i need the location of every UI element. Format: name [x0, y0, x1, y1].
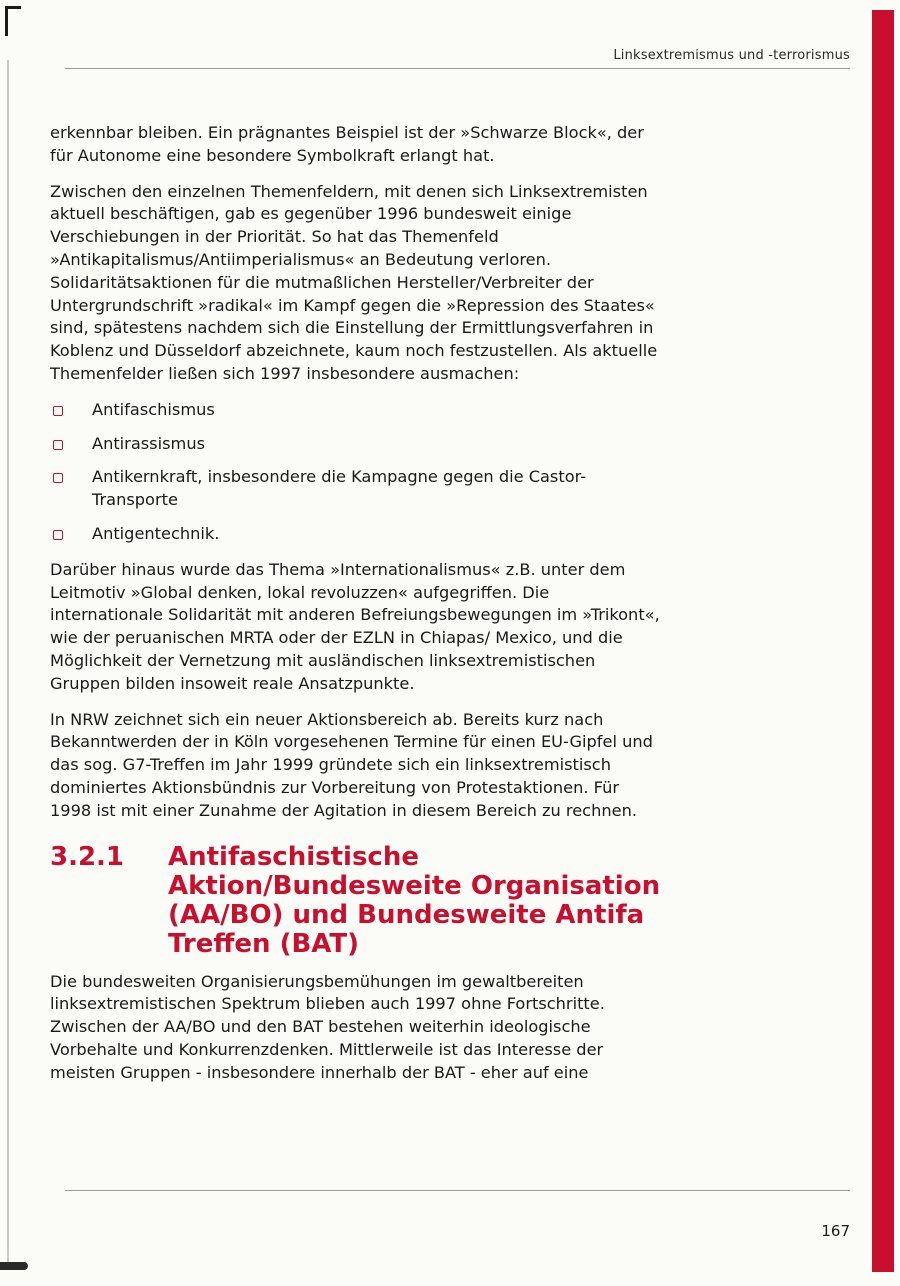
paragraph-1: erkennbar bleiben. Ein prägnantes Beispiel ist der »Schwarze Block«, der für Autonome eine besondere Symbolkraft erlangt hat.	[50, 123, 644, 165]
section-number: 3.2.1	[50, 841, 125, 872]
footer-rule	[65, 1190, 850, 1191]
list-item	[50, 466, 662, 512]
section-heading	[50, 843, 662, 959]
paragraph-4: In NRW zeichnet sich ein neuer Aktionsbereich ab. Bereits kurz nach Bekanntwerden der in Köln vorgesehenen Termine für einen EU-Gipfel und das sog. G7-Treffen im Jahr 1999 gründete sich ein linksextremistisch dominiertes Aktionsbündnis zur Vorbereitung von Protestaktionen. Für 1998 ist mit einer Zunahme der Agitation in diesem Bereich zu rechnen.	[50, 709, 653, 820]
page-body	[50, 122, 662, 1098]
header-rule	[65, 68, 850, 69]
paragraph-5: Die bundesweiten Organisierungsbemühungen im gewaltbereiten linksextremistischen Spektrum blieben auch 1997 ohne Fortschritte. Zwischen der AA/BO und den BAT bestehen weiterhin ideologische Vorbehalte und Konkurrenzdenken. Mittlerweile ist das Interesse der meisten Gruppen - insbesondere innerhalb der BAT - eher auf eine	[50, 971, 605, 1082]
section-title: Antifaschistische Aktion/Bundesweite Organisation (AA/BO) und Bundesweite Antifa Treffen (BAT)	[168, 841, 661, 959]
list-item-text: Antikernkraft, insbesondere die Kampagne gegen die Castor-Transporte	[92, 467, 587, 510]
paragraph-2: Zwischen den einzelnen Themenfeldern, mit denen sich Linksextremisten aktuell beschäftigen, gab es gegenüber 1996 bundesweit einige Verschiebungen in der Priorität. So hat das Themenfeld »Antikapitalismus/Antiimperialismus« an Bedeutung verloren. Solidaritätsaktionen für die mutmaßlichen Hersteller/Verbreiter der Untergrundschrift »radikal« im Kampf gegen die »Repression des Staates« sind, spätestens nachdem sich die Einstellung der Ermittlungsverfahren in Koblenz und Düsseldorf abzeichnete, kaum noch festzustellen. Als aktuelle Themenfelder ließen sich 1997 insbesondere ausmachen:	[50, 181, 658, 383]
list-item	[50, 433, 662, 456]
list-item	[50, 399, 662, 422]
list-item-text: Antigentechnik.	[92, 523, 220, 543]
checkbox-bullet-icon	[53, 473, 63, 483]
crop-mark-vertical	[5, 6, 8, 36]
list-item-text: Antirassismus	[92, 433, 206, 453]
checkbox-bullet-icon	[53, 530, 63, 540]
page-number: 167	[821, 1222, 850, 1240]
scan-edge-bottom	[0, 1262, 28, 1270]
checkbox-bullet-icon	[53, 440, 63, 450]
side-color-bar	[872, 10, 894, 1272]
paragraph-3: Darüber hinaus wurde das Thema »Internationalismus« z.B. unter dem Leitmotiv »Global denken, lokal revoluzzen« aufgegriffen. Die internationale Solidarität mit anderen Befreiungsbewegungen im »Trikont«, wie der peruanischen MRTA oder der EZLN in Chiapas/ Mexico, und die Möglichkeit der Vernetzung mit ausländischen linksextremistischen Gruppen bilden insoweit reale Ansatzpunkte.	[50, 559, 660, 693]
checkbox-bullet-icon	[53, 406, 63, 416]
list-item-text: Antifaschismus	[92, 399, 215, 419]
topic-list	[50, 399, 662, 546]
scan-edge	[7, 60, 9, 1270]
list-item	[50, 523, 662, 546]
running-header: Linksextremismus und -terrorismus	[613, 48, 850, 63]
